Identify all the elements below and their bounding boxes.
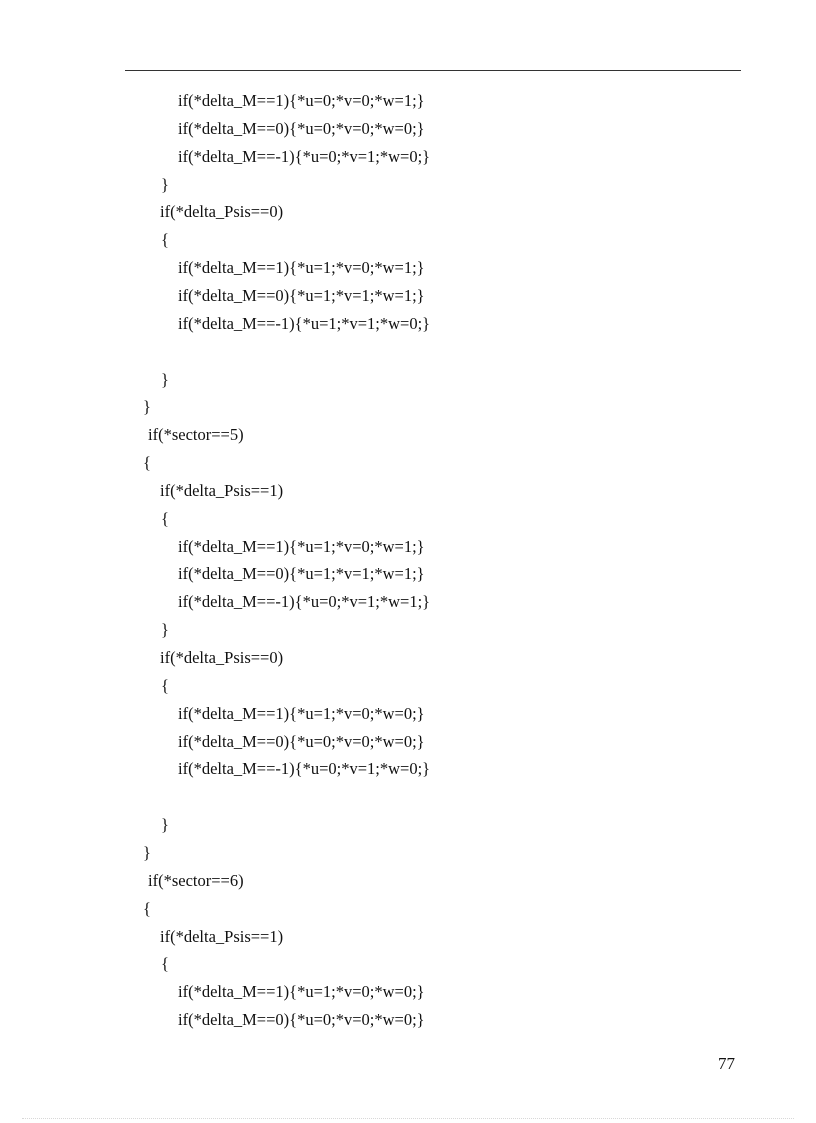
code-line: if(*delta_M==1){*u=1;*v=0;*w=0;} xyxy=(178,704,425,723)
code-line: { xyxy=(143,453,151,472)
code-line: if(*delta_M==1){*u=1;*v=0;*w=0;} xyxy=(178,982,425,1001)
code-line: if(*delta_M==-1){*u=0;*v=1;*w=0;} xyxy=(178,147,431,166)
code-line: if(*delta_M==0){*u=0;*v=0;*w=0;} xyxy=(178,119,425,138)
page-number: 77 xyxy=(718,1054,735,1073)
code-line: { xyxy=(161,230,169,249)
code-line: if(*delta_Psis==1) xyxy=(160,927,284,946)
code-line: if(*delta_M==-1){*u=0;*v=1;*w=1;} xyxy=(178,592,431,611)
code-line: { xyxy=(143,899,151,918)
code-line: if(*delta_M==0){*u=0;*v=0;*w=0;} xyxy=(178,732,425,751)
code-line: if(*delta_Psis==0) xyxy=(160,202,284,221)
code-line: } xyxy=(161,815,169,834)
code-line: { xyxy=(161,676,169,695)
code-line: if(*sector==6) xyxy=(148,871,244,890)
code-line: if(*delta_Psis==0) xyxy=(160,648,284,667)
code-line: } xyxy=(161,620,169,639)
footer-divider xyxy=(22,1118,794,1119)
code-line: if(*delta_M==0){*u=1;*v=1;*w=1;} xyxy=(178,564,425,583)
code-line: } xyxy=(161,175,169,194)
code-line: } xyxy=(143,397,151,416)
code-line: if(*delta_M==1){*u=1;*v=0;*w=1;} xyxy=(178,537,425,556)
code-line: if(*delta_M==1){*u=1;*v=0;*w=1;} xyxy=(178,258,425,277)
code-line: } xyxy=(143,843,151,862)
header-rule xyxy=(125,70,741,71)
code-line: if(*delta_M==0){*u=0;*v=0;*w=0;} xyxy=(178,1010,425,1029)
code-line: if(*delta_M==1){*u=0;*v=0;*w=1;} xyxy=(178,91,425,110)
code-line: if(*delta_M==-1){*u=0;*v=1;*w=0;} xyxy=(178,759,431,778)
code-line: } xyxy=(161,370,169,389)
code-line: { xyxy=(161,509,169,528)
code-line: if(*delta_Psis==1) xyxy=(160,481,284,500)
code-line: { xyxy=(161,954,169,973)
code-line: if(*delta_M==-1){*u=1;*v=1;*w=0;} xyxy=(178,314,431,333)
code-line: if(*sector==5) xyxy=(148,425,244,444)
code-line: if(*delta_M==0){*u=1;*v=1;*w=1;} xyxy=(178,286,425,305)
